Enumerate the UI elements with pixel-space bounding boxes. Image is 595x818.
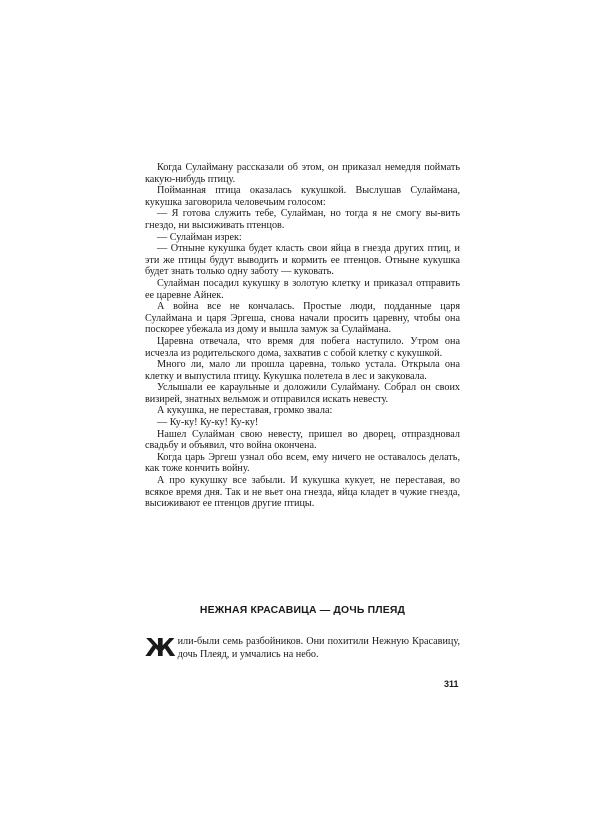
drop-cap: Ж — [145, 633, 176, 662]
paragraph: А про кукушку все забыли. И кукушка кукует, не переставая, во всякое время дня. Так и не вьет она гнезда, яйца кладет в чужие гнезда, высиживают ее птенцов другие птицы. — [145, 475, 460, 510]
story-opening — [145, 633, 460, 662]
paragraph: Пойманная птица оказалась кукушкой. Выслушав Сулаймана, кукушка заговорила человечьим голосом: — [145, 185, 460, 208]
paragraph: Услышали ее караульные и доложили Сулайману. Собрал он своих визирей, знатных вельмож и отправился искать невесту. — [145, 382, 460, 405]
paragraph: Много ли, мало ли прошла царевна, только устала. Открыла она клетку и выпустила птицу. Кукушка полетела в лес и закуковала. — [145, 359, 460, 382]
paragraph: Сулайман посадил кукушку в золотую клетку и приказал отправить ее царевне Айнек. — [145, 277, 460, 301]
paragraph: А война все не кончалась. Простые люди, подданные царя Сулаймана и царя Эргеша, снова начали просить царевну, чтобы она поскорее убежала из дому и вышла замуж за Сулаймана. — [145, 301, 460, 336]
page-number: 311 — [444, 679, 459, 689]
body-text — [145, 162, 460, 510]
paragraph: — Сулайман изрек: — [157, 231, 242, 243]
paragraph: Царевна отвечала, что время для побега наступило. Утром она исчезла из родительского дома, захватив с собой клетку с кукушкой. — [145, 335, 460, 359]
section-title: НЕЖНАЯ КРАСАВИЦА — ДОЧЬ ПЛЕЯД — [199, 605, 406, 616]
paragraph: Нашел Сулайман свою невесту, пришел во дворец, отпраздновал свадьбу и объявил, что война окончена. — [145, 428, 460, 452]
paragraph: А кукушка, не переставая, громко звала: — [157, 405, 333, 417]
story-text: или-были семь разбойников. Они похитили Нежную Красавицу, дочь Плеяд, и умчались на небо. — [177, 636, 460, 660]
paragraph: — Отныне кукушка будет класть свои яйца в гнезда других птиц, и эти же птицы будут выводить и кормить ее птенцов. Отныне кукушка будет знать только одну заботу — куковать. — [145, 243, 460, 278]
paragraph: — Я готова служить тебе, Сулайман, но тогда я не смогу вы-вить гнездо, ни высиживать птенцов. — [145, 208, 460, 231]
paragraph: Когда царь Эргеш узнал обо всем, ему ничего не оставалось делать, как тоже кончить войну. — [145, 451, 460, 475]
paragraph: Когда Сулайману рассказали об этом, он приказал немедля поймать какую-нибудь птицу. — [145, 162, 460, 185]
paragraph: — Ку-ку! Ку-ку! Ку-ку! — [157, 417, 259, 429]
